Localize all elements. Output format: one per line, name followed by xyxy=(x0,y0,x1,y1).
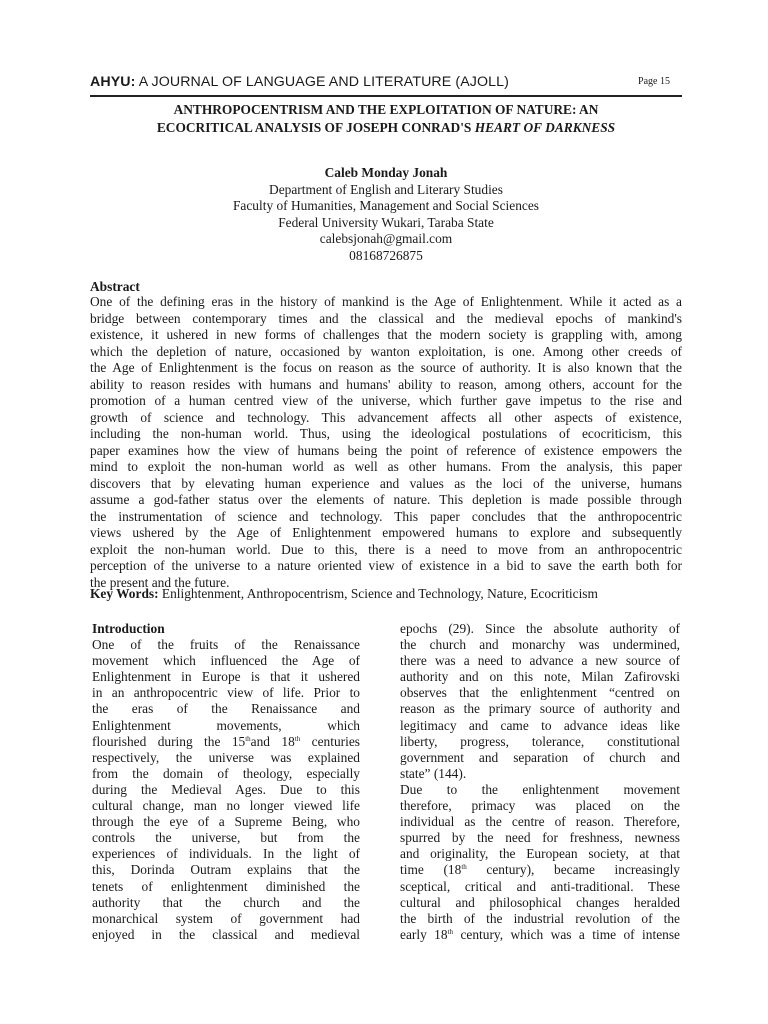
text-run: centuries xyxy=(300,733,360,749)
left-column-line: from the domain of theology, especially xyxy=(92,765,360,781)
keywords-label: Key Words: xyxy=(90,586,159,601)
title-line-1: ANTHROPOCENTRISM AND THE EXPLOITATION OF NATURE: AN xyxy=(173,102,599,117)
text-run: early 18 xyxy=(400,926,448,942)
abstract-body xyxy=(90,294,682,591)
abstract-line: the present and the future. xyxy=(90,574,230,590)
journal-name: A JOURNAL OF LANGUAGE AND LITERATURE (AJOLL) xyxy=(138,74,509,90)
keywords xyxy=(90,586,690,602)
superscript: th xyxy=(461,863,467,872)
left-column xyxy=(92,621,360,943)
right-column-line: observes that the enlightenment “centred on xyxy=(400,685,680,701)
header-rule xyxy=(90,95,682,97)
title-line-2 xyxy=(80,119,692,137)
left-column-line: authority that the church and the xyxy=(92,894,360,910)
right-column-line: epochs (29). Since the absolute authority of xyxy=(400,621,680,636)
keywords-text: Enlightenment, Anthropocentrism, Science and Technology, Nature, Ecocriticism xyxy=(158,586,598,601)
title-line-2-plain: ECOCRITICAL ANALYSIS OF JOSEPH CONRAD'S xyxy=(156,120,475,135)
left-column-line: enjoyed in the classical and medieval xyxy=(92,926,360,942)
abstract-line: One of the defining eras in the history of mankind is the Age of Enlightenment. While it acted as a xyxy=(90,294,682,309)
abstract-line: the instrumentation of science and technology. This paper concludes that the anthropocentric xyxy=(90,508,682,524)
left-column-line: through the eye of a Supreme Being, who xyxy=(92,814,360,830)
abstract-line: including the non-human world. Thus, using the ideological postulations of ecocriticism, this xyxy=(90,426,682,441)
right-column-line: therefore, primacy was placed on the xyxy=(400,798,680,814)
right-column-lines-b xyxy=(400,879,680,927)
author-faculty: Faculty of Humanities, Management and Social Sciences xyxy=(232,198,540,213)
right-column-line: and originality, the European society, at that xyxy=(400,846,680,862)
text-run: century, which was a time of intense xyxy=(453,926,680,942)
abstract-line: views ushered by the Age of Enlightenment empowered humans to explore and subsequently xyxy=(90,525,682,540)
right-column-line: sceptical, critical and anti-traditional. These xyxy=(400,878,680,894)
author-phone: 08168726875 xyxy=(349,247,423,263)
left-column-line: controls the universe, but from the xyxy=(92,830,360,846)
right-column xyxy=(400,621,680,943)
left-column-line-centuries xyxy=(92,734,360,750)
abstract-line: exploit the non-human world. Due to this, there is a need to move from an anthropocentric xyxy=(90,541,682,557)
left-column-line: One of the fruits of the Renaissance xyxy=(92,637,360,653)
text-run: flourished during the 15 xyxy=(92,733,246,749)
abstract-line: mind to exploit the non-human world as well as other humans. From the analysis, this paper xyxy=(90,459,682,474)
right-column-line: the birth of the industrial revolution of the xyxy=(400,910,680,926)
left-column-line: this, Dorinda Outram explains that the xyxy=(92,862,360,878)
left-column-line: experiences of individuals. In the light of xyxy=(92,846,360,862)
title-line-2-italic: HEART OF DARKNESS xyxy=(474,120,616,135)
abstract-line: ability to reason resides with humans and humans' ability to reason, among others, account for the xyxy=(90,376,682,392)
left-column-line: during the Medieval Ages. Due to this xyxy=(92,781,360,797)
author-email: calebsjonah@gmail.com xyxy=(319,231,453,246)
right-column-line: there was a need to advance a new source of xyxy=(400,653,680,669)
left-column-lines-a xyxy=(92,637,360,734)
right-column-line: government and separation of church and xyxy=(400,749,680,765)
left-column-line: the eras of the Renaissance and xyxy=(92,701,360,717)
left-column-line: respectively, the universe was explained xyxy=(92,749,360,765)
right-column-line: state” (144). xyxy=(400,765,467,781)
right-column-line: authority and on this note, Milan Zafirovski xyxy=(400,669,680,685)
author-name: Caleb Monday Jonah xyxy=(324,165,448,180)
right-column-line: the church and monarchy was undermined, xyxy=(400,637,680,653)
right-column-line: reason as the primary source of authority and xyxy=(400,701,680,717)
right-column-line: liberty, progress, tolerance, constitutional xyxy=(400,733,680,749)
abstract-line: growth of science and technology. This advancement affects all other aspects of existence, xyxy=(90,409,682,425)
text-run: time (18 xyxy=(400,862,462,878)
right-column-line-early xyxy=(400,927,680,943)
abstract-line: assume a god-father status over the elements of nature. This depletion is made possible through xyxy=(90,492,682,507)
author-university: Federal University Wukari, Taraba State xyxy=(278,214,494,230)
left-column-line: monarchical system of government had xyxy=(92,910,360,926)
page-number: Page 15 xyxy=(638,76,670,87)
journal-abbreviation: AHYU: xyxy=(90,74,136,90)
right-column-line: cultural and philosophical changes heralded xyxy=(400,894,680,910)
superscript: th xyxy=(245,734,251,743)
abstract-line: discovers that by elevating human experience and values as the loci of the universe, humans xyxy=(90,475,682,491)
left-column-line: Enlightenment movements, which xyxy=(92,717,360,733)
journal-title xyxy=(90,74,509,90)
abstract-heading: Abstract xyxy=(90,279,140,294)
right-column-line-time xyxy=(400,862,680,878)
abstract-line: existence, it ushered in new forms of challenges that the modern society is grappling with, among xyxy=(90,327,682,342)
right-column-line: spurred by the need for freshness, newness xyxy=(400,830,680,846)
superscript: th xyxy=(294,734,301,743)
right-column-line: individual as the centre of reason. Therefore, xyxy=(400,814,680,830)
text-run: and 18 xyxy=(250,733,295,749)
article-title xyxy=(80,101,692,137)
left-column-line: in an anthropocentric view of life. Prior to xyxy=(92,685,360,701)
abstract-line: paper examines how the view of humans being the point of reference of existence empowers the xyxy=(90,442,682,458)
introduction-heading: Introduction xyxy=(92,621,165,636)
left-column-line: cultural change, man no longer viewed life xyxy=(92,798,360,814)
abstract-line: bridge between contemporary times and the classical and the medieval epochs of mankind's xyxy=(90,310,682,326)
abstract-line: the Age of Enlightenment is the focus on reason as the source of authority. It is also known that the xyxy=(90,360,682,375)
left-column-line: movement which influenced the Age of xyxy=(92,653,360,669)
right-column-line: Due to the enlightenment movement xyxy=(400,781,680,797)
running-header xyxy=(90,74,680,94)
text-run: century), became increasingly xyxy=(466,862,680,878)
author-department: Department of English and Literary Studies xyxy=(269,181,503,197)
right-column-lines-a xyxy=(400,621,680,862)
right-column-line: legitimacy and came to advance ideas like xyxy=(400,717,680,733)
author-block xyxy=(80,165,692,264)
left-column-line: tenets of enlightenment diminished the xyxy=(92,878,360,894)
abstract-line: promotion of a human centred view of the universe, which further gave impetus to the rise and xyxy=(90,393,682,408)
left-column-line: Enlightenment in Europe is that it ushered xyxy=(92,669,360,685)
superscript: th xyxy=(447,927,454,936)
abstract-line: which the depletion of nature, occasioned by wanton exploitation, is one. Among other creeds of xyxy=(90,343,682,359)
abstract-line: perception of the universe to a nature oriented view of existence in a bid to save the earth both for xyxy=(90,558,682,573)
left-column-lines-b xyxy=(92,750,360,943)
